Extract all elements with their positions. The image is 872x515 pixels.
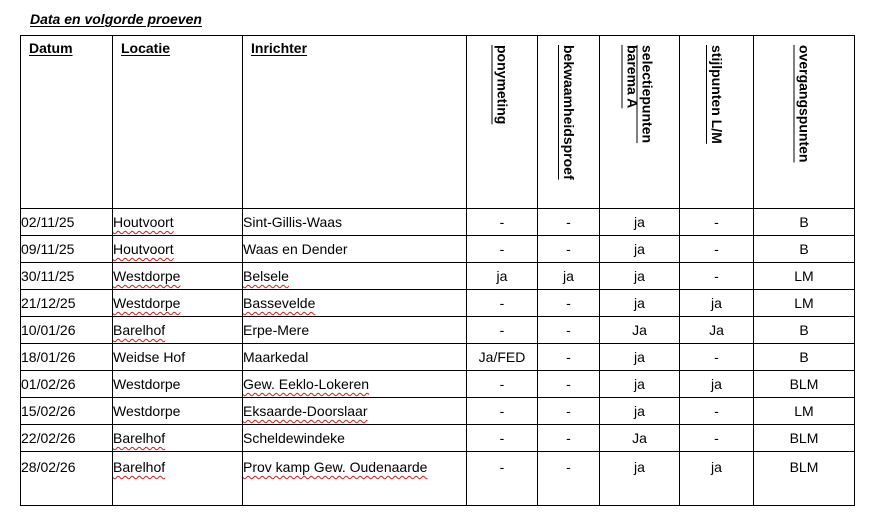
cell-locatie: Weidse Hof <box>113 344 243 371</box>
cell-stijlpunten: - <box>680 425 754 452</box>
document-title: Data en volgorde proeven <box>30 11 202 27</box>
cell-selectiepunten: ja <box>600 398 680 425</box>
cell-locatie-text: Houtvoort <box>113 241 174 257</box>
cell-datum: 22/02/26 <box>21 425 113 452</box>
cell-datum: 15/02/26 <box>21 398 113 425</box>
cell-selectiepunten: ja <box>600 452 680 506</box>
cell-bekwaamheidsproef: - <box>538 344 600 371</box>
cell-stijlpunten: ja <box>680 290 754 317</box>
cell-bekwaamheidsproef: - <box>538 398 600 425</box>
cell-locatie <box>113 263 243 290</box>
cell-datum: 30/11/25 <box>21 263 113 290</box>
cell-selectiepunten: ja <box>600 263 680 290</box>
cell-datum: 02/11/25 <box>21 209 113 236</box>
cell-locatie-text: Barelhof <box>113 430 166 446</box>
cell-ponymeting: - <box>467 209 538 236</box>
schedule-table <box>20 35 855 506</box>
cell-inrichter-text: Belsele <box>243 268 289 284</box>
cell-locatie-text: Barelhof <box>113 459 166 475</box>
cell-bekwaamheidsproef: - <box>538 236 600 263</box>
cell-selectiepunten: Ja <box>600 317 680 344</box>
cell-locatie: Westdorpe <box>113 371 243 398</box>
header-overgangspunten <box>754 36 855 209</box>
cell-stijlpunten: Ja <box>680 317 754 344</box>
cell-inrichter: Erpe-Mere <box>243 317 467 344</box>
table-row <box>21 263 855 290</box>
cell-datum: 10/01/26 <box>21 317 113 344</box>
cell-ponymeting: - <box>467 371 538 398</box>
cell-locatie <box>113 290 243 317</box>
cell-inrichter-text: Prov kamp Gew. Oudenaarde <box>243 459 428 475</box>
cell-selectiepunten: Ja <box>600 425 680 452</box>
cell-stijlpunten: ja <box>680 371 754 398</box>
header-inrichter-label: Inrichter <box>251 40 308 56</box>
cell-inrichter-text: Eksaarde-Doorslaar <box>243 403 368 419</box>
table-row <box>21 425 855 452</box>
cell-datum: 21/12/25 <box>21 290 113 317</box>
cell-locatie-text: Barelhof <box>113 322 166 338</box>
cell-ponymeting: - <box>467 398 538 425</box>
cell-locatie <box>113 209 243 236</box>
cell-bekwaamheidsproef: - <box>538 209 600 236</box>
cell-overgangspunten: B <box>754 344 855 371</box>
cell-bekwaamheidsproef: ja <box>538 263 600 290</box>
header-datum <box>21 36 113 209</box>
cell-stijlpunten: - <box>680 236 754 263</box>
cell-locatie: Westdorpe <box>113 398 243 425</box>
cell-inrichter: Maarkedal <box>243 344 467 371</box>
header-ponymeting <box>467 36 538 209</box>
header-datum-label: Datum <box>29 40 73 56</box>
header-locatie-label: Locatie <box>121 40 171 56</box>
cell-locatie-text: Houtvoort <box>113 214 174 230</box>
cell-selectiepunten: ja <box>600 209 680 236</box>
cell-inrichter-text: Bassevelde <box>243 295 316 311</box>
cell-selectiepunten: ja <box>600 371 680 398</box>
cell-overgangspunten: B <box>754 209 855 236</box>
cell-overgangspunten: LM <box>754 398 855 425</box>
cell-ponymeting: - <box>467 290 538 317</box>
cell-inrichter: Sint-Gillis-Waas <box>243 209 467 236</box>
cell-inrichter: Waas en Dender <box>243 236 467 263</box>
cell-locatie <box>113 452 243 506</box>
cell-bekwaamheidsproef: - <box>538 452 600 506</box>
cell-stijlpunten: ja <box>680 452 754 506</box>
cell-inrichter <box>243 263 467 290</box>
cell-ponymeting: ja <box>467 263 538 290</box>
header-bekwaamheidsproef-label: bekwaamheidsproef <box>561 45 577 180</box>
cell-inrichter: Scheldewindeke <box>243 425 467 452</box>
table-row <box>21 209 855 236</box>
cell-ponymeting: - <box>467 317 538 344</box>
table-row <box>21 290 855 317</box>
cell-overgangspunten: BLM <box>754 371 855 398</box>
cell-stijlpunten: - <box>680 398 754 425</box>
cell-inrichter <box>243 452 467 506</box>
cell-bekwaamheidsproef: - <box>538 371 600 398</box>
cell-selectiepunten: ja <box>600 236 680 263</box>
cell-bekwaamheidsproef: - <box>538 317 600 344</box>
header-stijlpunten <box>680 36 754 209</box>
table-row <box>21 371 855 398</box>
cell-overgangspunten: B <box>754 236 855 263</box>
cell-selectiepunten: ja <box>600 290 680 317</box>
table-row <box>21 236 855 263</box>
header-ponymeting-label: ponymeting <box>494 45 511 125</box>
cell-selectiepunten: ja <box>600 344 680 371</box>
cell-locatie <box>113 317 243 344</box>
table-row <box>21 398 855 425</box>
cell-locatie-text: Westdorpe <box>113 268 181 284</box>
cell-overgangspunten: LM <box>754 263 855 290</box>
cell-stijlpunten: - <box>680 209 754 236</box>
header-selectiepunten <box>600 36 680 209</box>
table-row <box>21 344 855 371</box>
cell-datum: 18/01/26 <box>21 344 113 371</box>
table-row <box>21 452 855 506</box>
cell-overgangspunten: LM <box>754 290 855 317</box>
cell-inrichter <box>243 290 467 317</box>
cell-datum: 01/02/26 <box>21 371 113 398</box>
cell-inrichter-text: Gew. Eeklo-Lokeren <box>243 376 370 392</box>
header-selectiepunten-label: selectiepunten barema A <box>624 45 656 144</box>
cell-stijlpunten: - <box>680 263 754 290</box>
cell-ponymeting: - <box>467 425 538 452</box>
cell-locatie <box>113 236 243 263</box>
cell-locatie-text: Westdorpe <box>113 295 181 311</box>
cell-ponymeting: Ja/FED <box>467 344 538 371</box>
cell-ponymeting: - <box>467 452 538 506</box>
cell-overgangspunten: BLM <box>754 425 855 452</box>
header-overgangspunten-label: overgangspunten <box>796 45 813 163</box>
cell-inrichter <box>243 398 467 425</box>
header-locatie <box>113 36 243 209</box>
header-inrichter <box>243 36 467 209</box>
cell-bekwaamheidsproef: - <box>538 425 600 452</box>
cell-overgangspunten: BLM <box>754 452 855 506</box>
table-row <box>21 317 855 344</box>
cell-inrichter <box>243 371 467 398</box>
cell-overgangspunten: B <box>754 317 855 344</box>
header-stijlpunten-label: stijlpunten L/M <box>709 45 725 144</box>
cell-ponymeting: - <box>467 236 538 263</box>
cell-bekwaamheidsproef: - <box>538 290 600 317</box>
cell-locatie <box>113 425 243 452</box>
cell-datum: 09/11/25 <box>21 236 113 263</box>
cell-stijlpunten: - <box>680 344 754 371</box>
header-bekwaamheidsproef <box>538 36 600 209</box>
header-row <box>21 36 855 209</box>
cell-datum: 28/02/26 <box>21 452 113 506</box>
